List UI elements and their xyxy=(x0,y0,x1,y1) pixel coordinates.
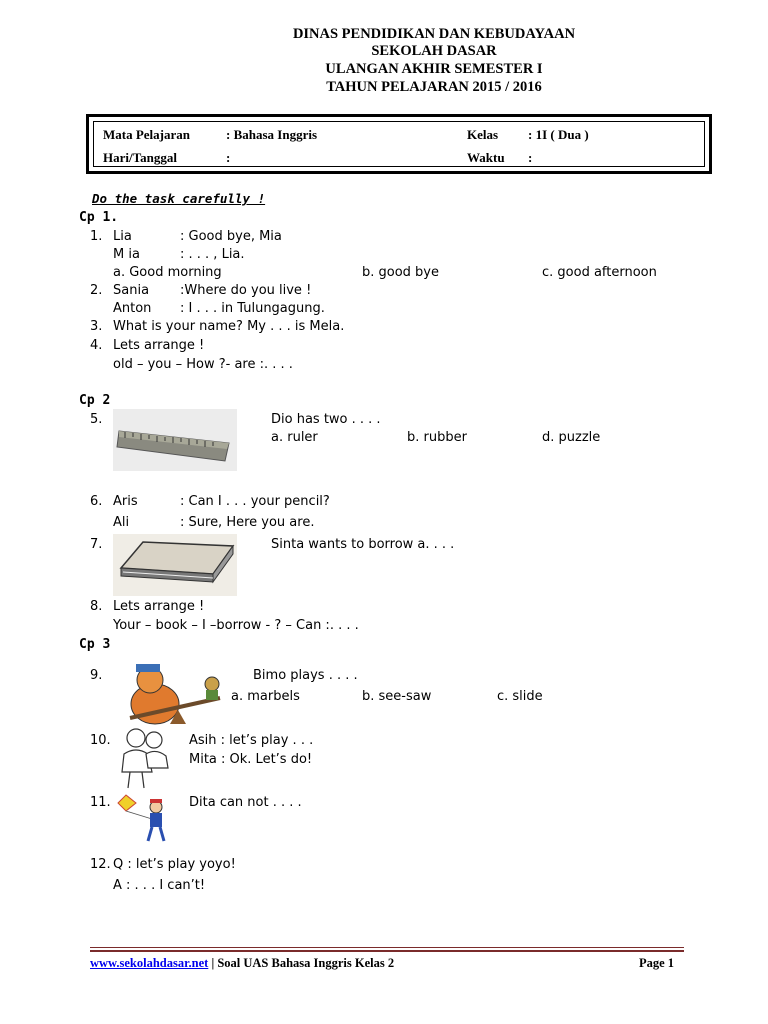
book-image xyxy=(113,534,237,596)
q6-speaker1: Aris xyxy=(113,494,138,509)
q9-text: Bimo plays . . . . xyxy=(253,668,358,683)
q7-number: 7. xyxy=(90,537,103,552)
q9-option-b: b. see-saw xyxy=(362,689,432,704)
class-label: Kelas xyxy=(467,127,499,142)
ruler-image xyxy=(113,409,237,471)
q12-line1: Q : let’s play yoyo! xyxy=(113,857,236,872)
q11-text: Dita can not . . . . xyxy=(189,795,302,810)
q6-number: 6. xyxy=(90,494,103,509)
header-line-3: ULANGAN AKHIR SEMESTER I xyxy=(325,61,543,77)
q10-line2: Mita : Ok. Let’s do! xyxy=(189,752,313,767)
q1-option-c: c. good afternoon xyxy=(542,265,657,280)
q12-line2: A : . . . I can’t! xyxy=(113,878,206,893)
q5-text: Dio has two . . . . xyxy=(271,412,381,427)
page-number: Page 1 xyxy=(639,956,675,970)
q6-line1: : Can I . . . your pencil? xyxy=(180,494,330,509)
q10-number: 10. xyxy=(90,733,111,748)
footer-rule-bottom xyxy=(90,950,684,952)
q4-text-2: old – you – How ?- are :. . . . xyxy=(113,357,293,372)
girls-image xyxy=(114,724,176,792)
footer-rule-top xyxy=(90,947,684,948)
q2-number: 2. xyxy=(90,283,103,298)
q1-option-b: b. good bye xyxy=(362,265,440,280)
q9-option-c: c. slide xyxy=(497,689,543,704)
section-cp1: Cp 1. xyxy=(79,210,119,225)
day-label: Hari/Tanggal xyxy=(103,150,177,165)
q4-number: 4. xyxy=(90,338,103,353)
subject-label: Mata Pelajaran xyxy=(103,127,191,142)
q6-line2: : Sure, Here you are. xyxy=(180,515,315,530)
instruction: Do the task carefully ! xyxy=(92,191,266,206)
q3-number: 3. xyxy=(90,319,103,334)
footer-text xyxy=(90,956,394,971)
q8-number: 8. xyxy=(90,599,103,614)
q5-option-b: b. rubber xyxy=(407,430,467,445)
kite-boy-image xyxy=(116,793,176,845)
section-cp3: Cp 3 xyxy=(79,637,111,652)
q5-option-a: a. ruler xyxy=(271,430,318,445)
q10-line1: Asih : let’s play . . . xyxy=(189,733,314,748)
q5-number: 5. xyxy=(90,412,103,427)
q5-option-d: d. puzzle xyxy=(542,430,601,445)
footer-title: | Soal UAS Bahasa Inggris Kelas 2 xyxy=(208,956,395,970)
q4-text: Lets arrange ! xyxy=(113,338,205,353)
q3-text: What is your name? My . . . is Mela. xyxy=(113,319,345,334)
footer-link[interactable]: www.sekolahdasar.net xyxy=(90,956,209,970)
time-label: Waktu xyxy=(467,150,505,165)
see-saw-image xyxy=(120,660,230,726)
q1-speaker2: M ia xyxy=(113,247,140,262)
q1-line1: : Good bye, Mia xyxy=(180,229,282,244)
q1-speaker1: Lia xyxy=(113,229,132,244)
header-line-4: TAHUN PELAJARAN 2015 / 2016 xyxy=(326,79,542,95)
info-box xyxy=(86,114,712,174)
q2-line1: :Where do you live ! xyxy=(180,283,312,298)
section-cp2: Cp 2 xyxy=(79,393,111,408)
q1-option-a: a. Good morning xyxy=(113,265,222,280)
q2-line2: : I . . . in Tulungagung. xyxy=(180,301,325,316)
q6-speaker2: Ali xyxy=(113,515,130,530)
q8-text: Lets arrange ! xyxy=(113,599,205,614)
subject-value: : Bahasa Inggris xyxy=(226,127,318,142)
q7-text: Sinta wants to borrow a. . . . xyxy=(271,537,455,552)
q1-number: 1. xyxy=(90,229,103,244)
q8-text-2: Your – book – I –borrow - ? – Can :. . . . xyxy=(113,618,359,633)
q11-number: 11. xyxy=(90,795,111,810)
q9-option-a: a. marbels xyxy=(231,689,300,704)
day-value: : xyxy=(226,150,231,165)
q9-number: 9. xyxy=(90,668,103,683)
class-value: : 1I ( Dua ) xyxy=(528,127,589,142)
time-value: : xyxy=(528,150,533,165)
header-line-2: SEKOLAH DASAR xyxy=(371,43,497,59)
q12-number: 12. xyxy=(90,857,111,872)
header-line-1: DINAS PENDIDIKAN DAN KEBUDAYAAN xyxy=(292,26,576,42)
q2-speaker2: Anton xyxy=(113,301,152,316)
q2-speaker1: Sania xyxy=(113,283,150,298)
q1-line2: : . . . , Lia. xyxy=(180,247,245,262)
